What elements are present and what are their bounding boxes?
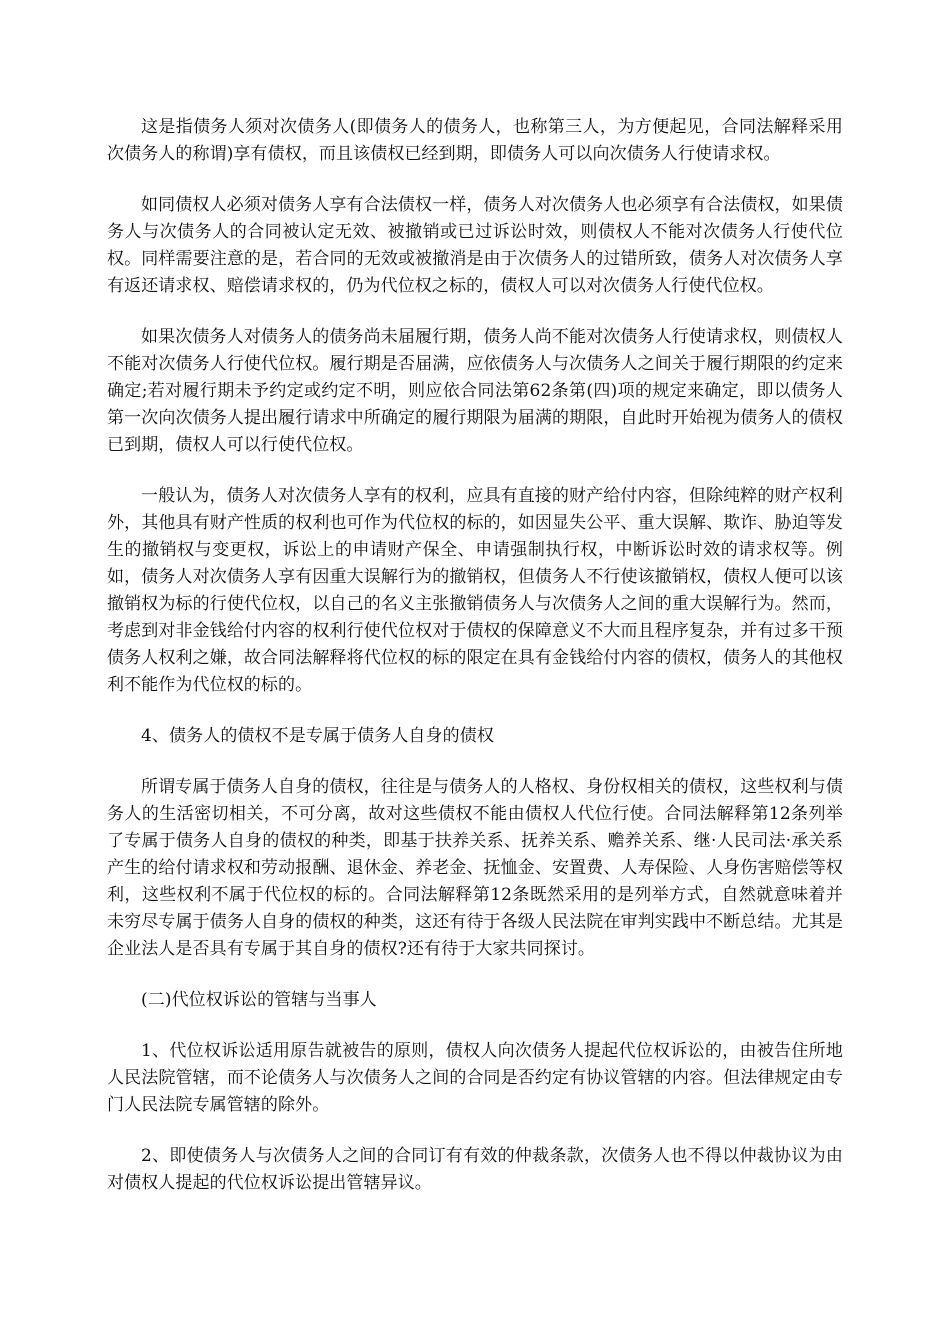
paragraph-1: 这是指债务人须对次债务人(即债务人的债务人，也称第三人，为方便起见，合同法解释采用次债务人的称谓)享有债权，而且该债权已经到期，即债务人可以向次债务人行使请求权。 bbox=[107, 117, 843, 164]
document-page bbox=[107, 114, 843, 1221]
paragraph-7: 2、即使债务人与次债务人之间的合同订有有效的仲裁条款，次债务人也不得以仲裁协议为由对债权人提起的代位权诉讼提出管辖异议。 bbox=[107, 1146, 843, 1193]
section-heading-4: 4、债务人的债权不是专属于债务人自身的债权 bbox=[141, 726, 494, 746]
section-heading-2: (二)代位权诉讼的管辖与当事人 bbox=[141, 990, 377, 1010]
paragraph-6: 1、代位权诉讼适用原告就被告的原则，债权人向次债务人提起代位权诉讼的，由被告住所地人民法院管辖，而不论债务人与次债务人之间的合同是否约定有协议管辖的内容。但法律规定由专门人民法院专属管辖的除外。 bbox=[107, 1041, 843, 1115]
paragraph-5: 所谓专属于债务人自身的债权，往往是与债务人的人格权、身份权相关的债权，这些权利与债务人的生活密切相关，不可分离，故对这些债权不能由债权人代位行使。合同法解释第12条列举了专属于债务人自身的债权的种类，即基于扶养关系、抚养关系、赡养关系、继·人民司法·承关系产生的给付请求权和劳动报酬、退休金、养老金、抚恤金、安置费、人寿保险、人身伤害赔偿等权利，这些权利不属于代位权的标的。合同法解释第12条既然采用的是列举方式，自然就意味着并未穷尽专属于债务人自身的债权的种类，这还有待于各级人民法院在审判实践中不断总结。尤其是企业法人是否具有专属于其自身的债权?还有待于大家共同探讨。 bbox=[107, 777, 843, 959]
paragraph-4: 一般认为，债务人对次债务人享有的权利，应具有直接的财产给付内容，但除纯粹的财产权利外，其他具有财产性质的权利也可作为代位权的标的，如因显失公平、重大误解、欺诈、胁迫等发生的撤销权与变更权，诉讼上的申请财产保全、申请强制执行权，中断诉讼时效的请求权等。例如，债务人对次债务人享有因重大误解行为的撤销权，但债务人不行使该撤销权，债权人便可以该撤销权为标的行使代位权，以自己的名义主张撤销债务人与次债务人之间的重大误解行为。然而，考虑到对非金钱给付内容的权利行使代位权对于债权的保障意义不大而且程序复杂，并有过多干预债务人权利之嫌，故合同法解释将代位权的标的限定在具有金钱给付内容的债权，债务人的其他权利不能作为代位权的标的。 bbox=[107, 486, 843, 695]
paragraph-3: 如果次债务人对债务人的债务尚未届履行期，债务人尚不能对次债务人行使请求权，则债权人不能对次债务人行使代位权。履行期是否届满，应依债务人与次债务人之间关于履行期限的约定来确定;若对履行期未予约定或约定不明，则应依合同法第62条第(四)项的规定来确定，即以债务人第一次向次债务人提出履行请求中所确定的履行期限为届满的期限，自此时开始视为债务人的债权已到期，债权人可以行使代位权。 bbox=[107, 327, 843, 455]
paragraph-2: 如同债权人必须对债务人享有合法债权一样，债务人对次债务人也必须享有合法债权，如果债务人与次债务人的合同被认定无效、被撤销或已过诉讼时效，则债权人不能对次债务人行使代位权。同样需要注意的是，若合同的无效或被撤消是由于次债务人的过错所致，债务人对次债务人享有返还请求权、赔偿请求权的，仍为代位权之标的，债权人可以对次债务人行使代位权。 bbox=[107, 195, 843, 296]
